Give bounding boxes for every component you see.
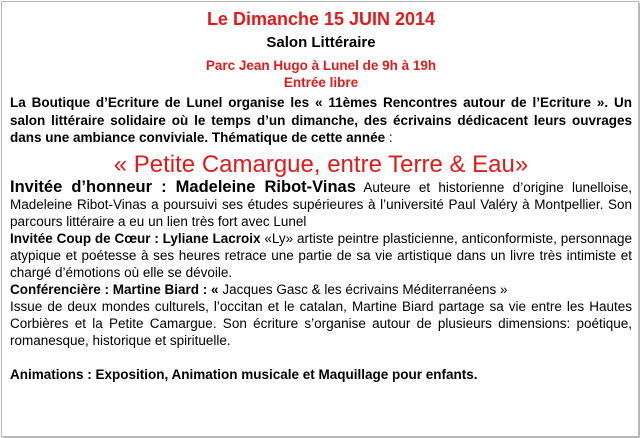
flyer-content: [10, 5, 632, 383]
event-date: Le Dimanche 15 JUIN 2014: [206, 9, 436, 29]
event-location: Parc Jean Hugo à Lunel de 9h à 19h: [205, 58, 437, 73]
guest-honor-paragraph: [10, 179, 632, 230]
intro-text: La Boutique d’Ecriture de Lunel organise les « 11èmes Rencontres autour de l’Ecriture ». Un salon littéraire solidaire où le temps d’un dimanche, des écrivains dédicacent leurs ouvrages dans une ambiance conviviale. Thématique de cette année: [10, 95, 632, 145]
speaker-paragraph: Issue de deux mondes culturels, l’occitan et le catalan, Martine Biard partage sa vie entre les Hautes Corbières et la Petite Camargue. Son écriture s’organise autour de plusieurs dimensions: poétique, romanesque, historique et spirituelle.: [10, 298, 632, 348]
animations-line: Animations : Exposition, Animation musicale et Maquillage pour enfants.: [10, 366, 478, 382]
intro-suffix: :: [385, 130, 393, 145]
guest-honor-text: Auteure et historienne d’origine lunelloise, Madeleine Ribot-Vinas a poursuivi ses études supérieures à l’université Paul Valéry à Montpellier. Son parcours littéraire a eu un lien très fort avec Lunel: [10, 179, 632, 229]
guest-honor-label: Invitée d’honneur : Madeleine Ribot-Vinas: [10, 177, 356, 196]
guest-heart-text: «Ly» artiste peintre plasticienne, anticonformiste, personnage atypique et poétesse à ses heures retrace une partie de sa vie artistique dans un livre très intimiste et chargé d’émotions où elle se dévoile.: [10, 230, 633, 280]
intro-paragraph: [10, 94, 632, 147]
speaker-heading: [10, 281, 632, 298]
theme-title: « Petite Camargue, entre Terre & Eau»: [113, 150, 529, 178]
speaker-talk-title: Jacques Gasc & les écrivains Méditerranéens »: [218, 281, 508, 297]
speaker-label: Conférencière : Martine Biard : «: [10, 281, 219, 297]
flyer-frame: [1, 1, 639, 437]
guest-heart-label: Invitée Coup de Cœur : Lyliane Lacroix: [10, 230, 261, 246]
guest-heart-paragraph: [10, 230, 632, 281]
event-name: Salon Littéraire: [266, 34, 376, 51]
event-admission: Entrée libre: [283, 75, 359, 90]
